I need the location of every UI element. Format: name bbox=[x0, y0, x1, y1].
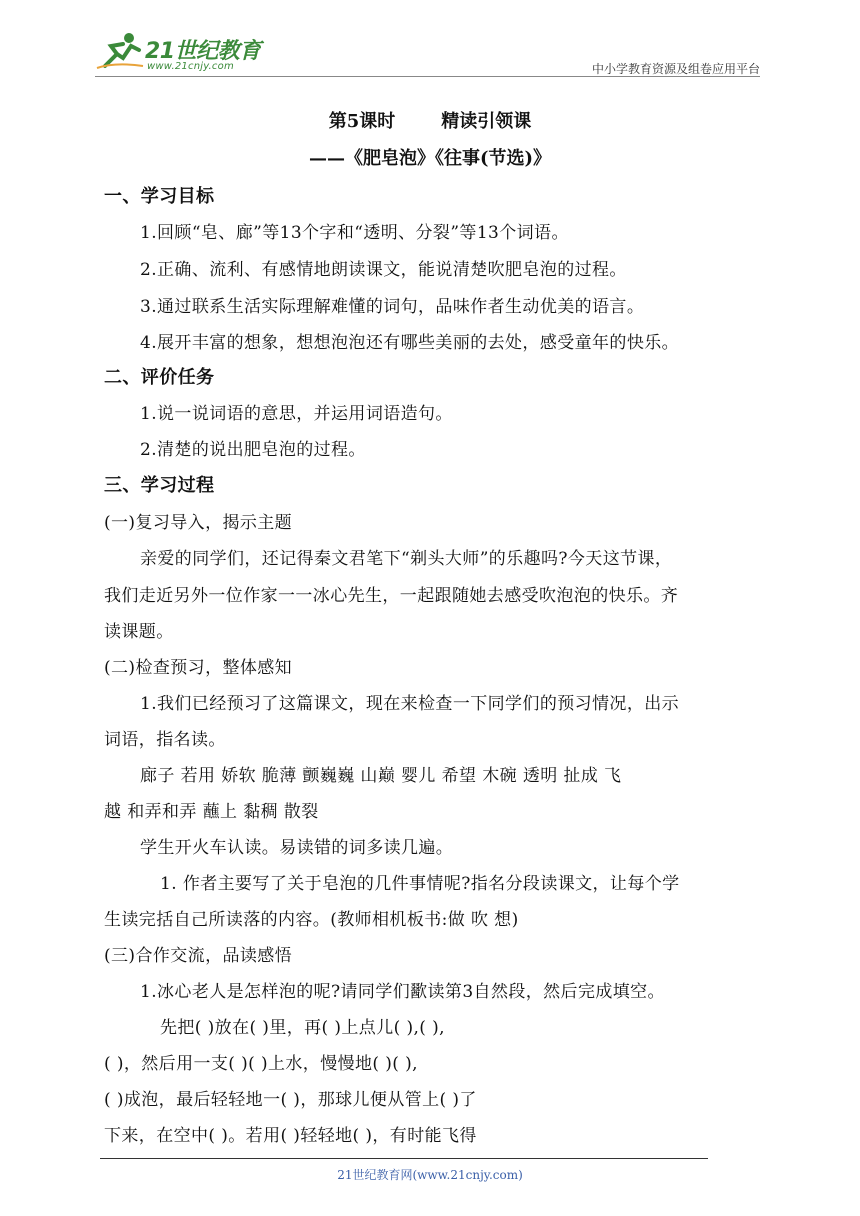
fill-blank-line: 先把( )放在( )里，再( )上点儿( ),( ), bbox=[160, 1018, 445, 1038]
task-item: 2.清楚的说出肥皂泡的过程。 bbox=[140, 440, 366, 460]
goal-item: 2.正确、流利、有感情地朗读课文，能说清楚吹肥皂泡的过程。 bbox=[140, 260, 627, 280]
vocabulary-line: 廊子 若用 娇软 脆薄 颤巍巍 山巅 婴儿 希望 木碗 透明 扯成 飞 bbox=[140, 766, 622, 786]
paragraph-line: 1. 作者主要写了关于皂泡的几件事情呢?指名分段读课文，让每个学 bbox=[160, 874, 680, 894]
goal-item: 3.通过联系生活实际理解难懂的词句，品味作者生动优美的语言。 bbox=[140, 297, 645, 317]
lesson-subtitle: ——《肥皂泡》《往事(节选)》 bbox=[308, 148, 552, 169]
footer-text: 21世纪教育网(www.21cnjy.com) bbox=[337, 1168, 523, 1182]
paragraph-line: 1.我们已经预习了这篇课文，现在来检查一下同学们的预习情况，出示 bbox=[140, 694, 680, 714]
fill-blank-line: 下来，在空中( )。若用( )轻轻地( )，有时能飞得 bbox=[104, 1126, 477, 1146]
logo-text: 21世纪教育 bbox=[145, 39, 261, 64]
paragraph-line: 词语，指名读。 bbox=[104, 730, 226, 750]
paragraph-line: 1.冰心老人是怎样泡的呢?请同学们歠读第3自然段，然后完成填空。 bbox=[140, 982, 665, 1002]
part-heading: (一)复习导入，揭示主题 bbox=[104, 513, 293, 533]
runner-logo-icon bbox=[95, 32, 145, 72]
section-heading-goals: 一、学习目标 bbox=[104, 186, 215, 207]
lesson-type: 精读引领课 bbox=[441, 111, 532, 132]
header-divider bbox=[95, 76, 760, 77]
paragraph-line: 读课题。 bbox=[104, 622, 174, 642]
goal-item: 1.回顾“皂、廊”等13个字和“透明、分裂”等13个词语。 bbox=[140, 223, 569, 243]
lesson-title bbox=[0, 107, 860, 133]
logo-url: www.21cnjy.com bbox=[147, 61, 234, 72]
section-heading-tasks: 二、评价任务 bbox=[104, 367, 215, 388]
part-heading: (三)合作交流，品读感悟 bbox=[104, 946, 293, 966]
fill-blank-line: ( )成泡，最后轻轻地一( )，那球儿便从管上( )了 bbox=[104, 1090, 477, 1110]
paragraph-line: 学生开火车认读。易读错的词多读几遍。 bbox=[140, 838, 454, 858]
footer-divider bbox=[100, 1158, 708, 1159]
fill-blank-line: ( )，然后用一支( )( )上水，慢慢地( )( ), bbox=[104, 1054, 418, 1074]
section-heading-process: 三、学习过程 bbox=[104, 475, 215, 496]
platform-name: 中小学教育资源及组卷应用平台 bbox=[591, 62, 760, 76]
task-item: 1.说一说词语的意思，并运用词语造句。 bbox=[140, 404, 453, 424]
logo bbox=[95, 32, 270, 72]
page-header bbox=[95, 30, 760, 78]
vocabulary-line: 越 和弄和弄 蘸上 黏稠 散裂 bbox=[104, 802, 319, 822]
lesson-number: 第5课时 bbox=[328, 111, 396, 132]
goal-item: 4.展开丰富的想象，想想泡泡还有哪些美丽的去处，感受童年的快乐。 bbox=[140, 333, 680, 353]
paragraph-line: 生读完括自己所读落的内容。(教师相机板书:做 吹 想) bbox=[104, 910, 519, 930]
part-heading: (二)检查预习，整体感知 bbox=[104, 658, 293, 678]
paragraph-line: 我们走近另外一位作家一一冰心先生，一起跟随她去感受吹泡泡的快乐。齐 bbox=[104, 586, 679, 606]
paragraph-line: 亲爱的同学们，还记得秦文君笔下“剃头大师”的乐趣吗?今天这节课， bbox=[140, 549, 673, 569]
